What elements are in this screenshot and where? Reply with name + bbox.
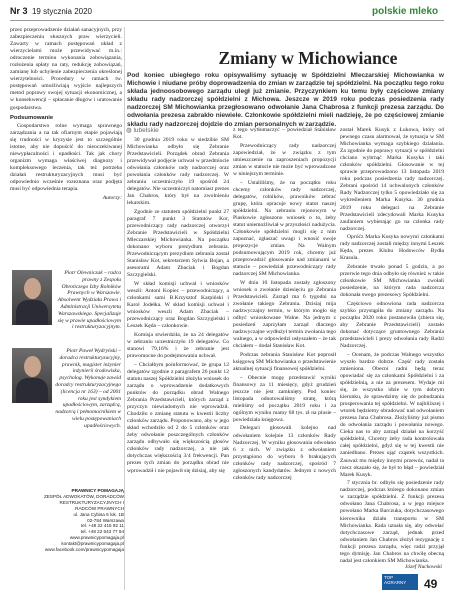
source-logo-text: lubelskie — [133, 127, 159, 134]
article-column-1 — [127, 137, 229, 590]
col2-para-6: – Obecnie mogę przedstawić wyniki finansowy za 11 miesięcy, gdyż grudzień jeszcze nie jest zamknięty. Pod koniec listopada odnotowaliśmy stratę, którą mieliśmy od początku 2019 roku i za ogólnym wyniku mamy 68 tys. zł na plusie – powiedziała księgowa. — [233, 374, 336, 423]
contact-phone-1: tel. +48 22 415 92 11 — [81, 523, 124, 529]
contact-block — [38, 488, 124, 553]
source-logo — [126, 126, 159, 134]
contact-firm: ZESPÓŁ ADWOKATÓW, DORADCÓW RESTRUKTURYZACYJNYCH I RADCÓW PRAWNYCH — [43, 493, 124, 511]
article-column-2 — [233, 127, 336, 590]
col3-para-3: Zebranie trwało ponad 5 godzin, a po przerwie tego dnia odbyło się również w takie członkowie SM Michowianka zwołali posiedzenie, na którym rada nadzorcza dokonała swego prezesowy Spółdzielni. — [340, 264, 444, 299]
col3-para-5: – Ocenam, że podczas Walnego wszystko wyszło bardzo dobrze. Część rady została zmieniona. Obecni radni będą teraz opowiadać się za członkami Spółdzielni i za spółdzielnią, a nie za prezesem. Wydaje mi się, że wszystko idzie w tym dobrym kierunku, że sprawdzimy się do pobudzania prosperowania tej spółdzielni. W najbliższej i wtorek będziemy obradować nad odwołaniem prezesa Jana Chabrosa. Złożyliśmy już pismo do odwołania zarządu i powołania nowego. Cieka nas to aby zarząd działał na korzyść spółdzielni, Chcemy żeby rada kontrolowała całej spółdzielni, gdyż się w tej kwestii nie zaniedbano. Prezes ująć cząstek wszystkich. Zauważ mu między innymi przewóz, nadal ta rzecz okazało się, że był to błąd – powiedział Marek Kusyk. — [340, 351, 444, 478]
col3-para-6: 7 stycznia br. odbyło się posiedzenie rady nadzorczej, podczas którego dokonano zmian w zarządzie spółdzielni. Z funkcji prezesa odwołano Jana Chabrosa, a w jego miejsce powołano Marka Barczuka, dotychczasowego kierownika działu transportu w SM Michowianka. Rada uznała się, aby odwołać dotychczasowe zarząd, jednak przed odwołaniem Jan Chabros złożył rezygnację z funkcji prezesa zarządu, więc radzi przyjął tego dymisję. Jan Chabros na chwilę obecną nadal jest członkiem SM Michowianka. — [340, 480, 444, 563]
contact-street: ul. Jana Cybisa 6 lok. 1B — [73, 511, 124, 517]
col2-para-5: Podczas zebrania Stanisław Kot poprosił księgową SM Michowianka o przedstawienie aktualnej sytuacji finansowej spółdzielni. — [233, 351, 336, 372]
contact-website[interactable]: www.prawnicypomagaja.pl — [69, 535, 124, 541]
col1-para-5: – Chciałbym poinformować, że grupa 12 delegatów zgodnie z paragrafem 26 punkt 12 statutu naszej Spółdzielni złożyła wniosek do zarządu o wprowadzenie dodatkowych punktów do porządku obrad Walnego Zebrania Przedstawicieli, których zarząd z przyczyn niewiadomych nie wprowadził. Chodziło o zmianę statutu w kwestii liczby członków zarządu. Proponowano, aby w jego skład wchodziło od 2 do 5 członków oraz żeby odwołanie poszczególnych członków zarządu odbywało się większością głosów członków rady nadzorczej, a nie jak dotychczas większością 3/4 frekwencji. Pan prezes tych zmian do porządku obrad nie wprowadził i nie pojawił się dzisiaj, aby się — [127, 361, 229, 474]
col2-para-4: W dniu 10 listopada zostały zgłoszony wniosek o zwołanie dziesięciu go Zebrania Przedstawicieli. Zarząd ma 6 tygodni na zwołanie takiego Zebrania. Dzisiaj mija nadzwyczajny termin, w którym mogło się odbyć wnioskowane Walne. Na jednym z posiedzeń zaprzyłam zarząd dlaczego nadzwyczajne wydłużył termin zwołania tego walnego, a w odpowiedzi usłyszałem – że tak chciałem – dodał Stanisław Kot. — [233, 279, 336, 350]
issue-number: Nr 3 — [10, 6, 28, 16]
publisher-badge: TOP AGRARNY — [382, 574, 418, 590]
left-column — [10, 27, 122, 269]
col1-para-3: W skład komisji uchwał i wniosków weszli: Antoni Kopiec – przewodniczący, a członkami sami B.Krzysztof Karpiński i Karol Jodełka. W skład komisji uchwał i wniosków weszli Adam Zbaciak – przewodniczący oraz Bogdan Szczygielski i Leszek Kęda – członkowie. — [127, 281, 229, 330]
col3-para-4: Częściowo odnowiona rada nadzorcza szybko przystąpiła do zmiany zarządu. Na początku 2020 roku postanowiła (zbiera się, aby Zebranie Przedstawicieli) zostało dokonać dotyczące gruntownego Zebrania przedstawicieli i prezy odwołania rady Radzi Nadzorczej. — [340, 300, 444, 350]
author1-bio: Piotr Olewniczak – radca prawny z Zespołu Obrończego Izby Rolników Prawnych w Warszawie. Absolwent Wydziału Prawa i Administracji Uniwersytetu Warszawskiego. Specjalizuje się w prawie upadłościowym i restrukturyzacyjnym. — [57, 270, 121, 331]
contact-email[interactable]: kontakt@prawnicypomagaja.pl — [61, 541, 124, 547]
contact-title: PRAWNICY POMAGAJĄ — [71, 488, 124, 493]
article-lead: Pod koniec ubiegłego roku opisywaliśmy sytuację w Spółdzielni Mleczarskiej Michowianka w Michowie i niudane próby doprowadzenia do zmian w zarządzie tej spółdzielni. Na początku tego roku składa jednoosobowego zarządu uległ już zmianie. Przyczynkiem ku temu były częściowe zmiany składu rady nadzorczej spółdzielni z Michowa. Jeszcze w 2019 roku podczas posiedzenia rady nadzorczej SM Michowianka przegłosowano odwołanie Jana Chabrosa z funkcji prezesa zarządu. Do odwołania prezesa zabrakło niewiele. Członkowie spółdzielni mieli nadzieję, że po częściowej zmianie składu rady nadzorczej dojdzie do zmian personalnych w zarządzie. — [127, 72, 444, 128]
issue-date: 19 stycznia 2020 — [31, 7, 93, 16]
col2-para-2: Przewodniczący rady nadzorczej zapowiedział, że w związku z tym umieszczenie na zaproszeniach propozycji zmian w statucie nie może być wprowadzone w niniejszym terminie. — [233, 142, 336, 177]
column-divider — [124, 27, 125, 590]
col2-para-3: – Ustaliliśmy, że na początku roku chcemy członków rady nadzorczej, delegatów, rolników, prawników zebrać grupę, która opracuje nowy statut naszej spółdzielni. Na zebraniu rejonowym w Piaskowie zgłoszono wniosek o to, żeby statut uniemożliwiał w przyszłości nadużycia. Członkowie spółdzielni mogli się z nim zapoznać, zgłaszać uwagi i wnosić swoje propozycje zmian. Na Walnym podsumowującym 2019 rok, chcemy już przeprowadzić głosowanie nad zmianami w statucie – powiedział przewodniczący rady nadzorczej SM Michowianka. — [233, 179, 336, 278]
col1-para-2: Zgodnie ze statutem spółdzielni punkt 27 paragraf 7 punkt 3 Statutów Kor, przewodniczący rady nadzorczej otworzył Zebranie Przedstawicieli w Spółdzielni Mleczarskiej Michowianka. Na początku dokonano wyboru prezydium zebrania. Przewodniczącym prezydium zebrania został Stanisław Kot, sekretarzem Sylwia Bojan, a asesorami Adam Zbaciak i Bogdan Szczygielski. — [127, 209, 229, 279]
article-column-3 — [340, 127, 444, 563]
col2-para-1: z tego wytłumaczyć – powiedział Stanisław Kot. — [233, 127, 336, 141]
summary-text: Gospodarstwo rolne wymaga sprawnego zarządzania a na tak ofiarnym etapie pojawiają się trudności w kryzysie jest to szczególnie istotne, aby nie dopuścić do nieoczekiwanej niewypłacalności i upadłości. Tak jak chory organizm wymaga właściwej diagnozy i kompleksowego leczenia, tak też potrzeba działań restrukturyzacyjnych musi być odpowiednio wcześnie rozeznana oraz podjęta musi być odpowiednia terapia. — [10, 122, 122, 193]
page-number: 49 — [424, 577, 438, 591]
summary-heading: Podsumowanie — [10, 114, 54, 121]
authors-label: Autorzy: — [102, 194, 122, 201]
brand-logo: polskie mleko — [372, 6, 439, 17]
contact-phone-2: tel. +48 22 643 77 94 — [80, 529, 124, 535]
col3-para-1: został Marek Kusyk z Łukowa, który od pewnego czasu alarmował, że sytuacja w SM Michowianka wymaga szybkiego działania. Za zgodnie do poprawy sytuacji w spółdzielni chciano wybrnąć Marka Kusyka i taki członków spółdzielni. Głosowanie w tej sprawie przeprowadzono 13 listopada 2019 roku podczas posiedzenia rady nadzorczej. Zebrani spośród 14 uchwalonych członków Rady Nadzorczej tylko 5 opowiedziało się za wykreśleniem Marka Kusyka. 30 grudnia 2019 roku delegaci na Zebranie Przedstawicieli zdecydowali Marka Kusyka zaufaniem wybierając go na członka rady nadzorczej. — [340, 127, 444, 232]
author1-photo — [12, 270, 52, 325]
contact-city: 02-784 Warszawa — [87, 517, 124, 523]
col1-para-1: 30 grudnia 2019 roku w siedzibie SM Michowianka odbyło się Zebranie Przedstawicieli. Porządek obrad Zebrania przewidywał podjęcie uchwał w przedmiocie odwołania członków rady nadzorczej oraz powołania członków rady nadzorczej. W zebraniu uczestniczyło 19 spośród 24 delegatów. Nie uczestniczył natomiast prezes Jan Chabros, który był na zwolnieniu lekarskim. — [127, 137, 229, 207]
header-rule — [10, 20, 444, 21]
article-title: Zmiany w Michowiance — [218, 48, 398, 68]
col2-para-7: Delegaci głosowali kolejno nad odwołaniem kolejnie 13 członków Rady Nadzorczej. W wyniku głosowania odwołano 6 z nich. W związku z odwołaniem przystąpiono do wyboru 6 brakujących członków rady nadzorczej, spośród 7 zgłoszonych kandydatów. Jednym z nowych członków rady nadzorczej — [233, 425, 336, 481]
author-signature: Józef Nuckowski — [404, 564, 442, 570]
author2-photo — [12, 348, 52, 403]
issue-header — [10, 6, 92, 16]
col3-para-2: Opróćz Marka Kusyka nowymi członkami rady nadzorczej zostali między innymi Leszek Kęda, prezes Klubu Hodowców Bydła Krasula. — [340, 234, 444, 262]
contact-facebook[interactable]: www.facebook.com/prawnicypomagaja — [44, 547, 124, 553]
col1-para-4: Komisja stwierdziła, że na 24 delegatów w zebraniu uczestniczyło 19 delegatów. Co stanowi 79,16% i że zebranie jest prawomocne do podejmowania uchwał. — [127, 332, 229, 360]
left-intro: przez przeprowadzenie działań sanacyjnych, przy zabezpieczeniu słusznych praw wierzycieli. Zawarty w ramach postępowań układ z wierzycielami może przewidywać m.in.: odroczenie terminu wykonania zobowiązania, rozłożenia spłaty na raty, redukcję zobowiązań, zamianę lub uchylenie zabezpieczenia określonej wierzytelności. Procedury w ramach tw. postępowań umożliwiają wyjście najlepszych metod poprawy swojej sytuacji ekonomicznej, a w konsekwencji – spłacanie długów i uratowanie gospodarstwa. — [10, 27, 122, 111]
author2-bio: Piotr Paweł Wydryński – doradca restrukturyzacyjny, prawnik, magister inżynier inżynierii środowiska, psycholog. Wykonuje zawód doradcy restrukturyzacyjnego (licencja nr 163) – od 2001 roku jest syndykiem upadłościowym, zarządcą, nadzorcą i pełnomocnikiem w wielu postępowaniach upadłościowych. — [55, 348, 121, 429]
source-logo-icon: ◍ — [126, 127, 132, 134]
